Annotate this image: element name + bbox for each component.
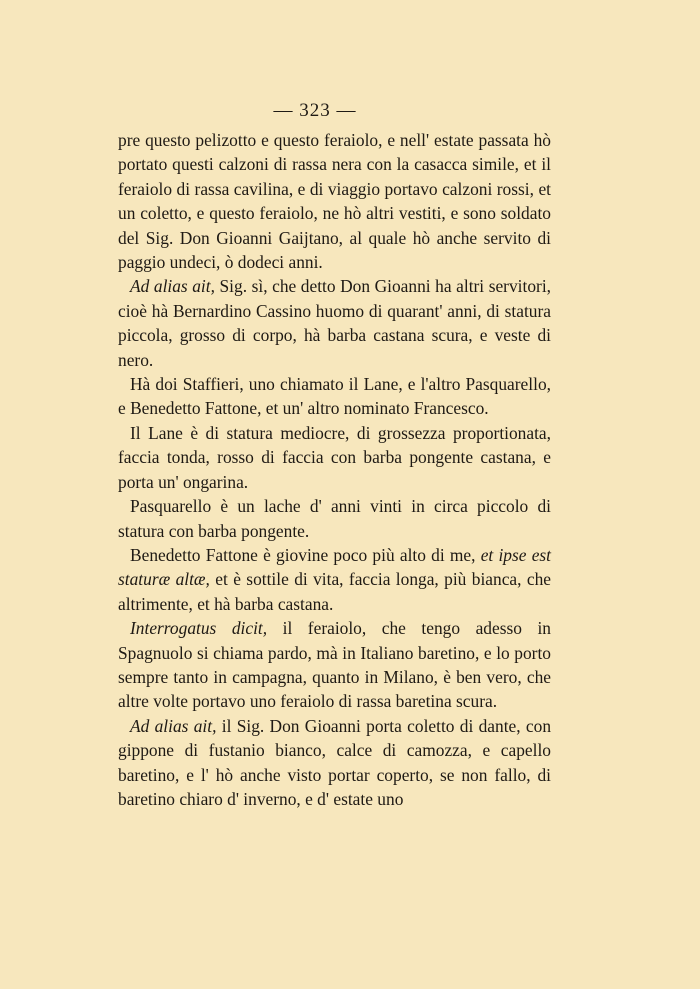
paragraph-p8: [118, 714, 551, 812]
italic-phrase: et ipse est staturæ altæ,: [118, 544, 552, 590]
text-segment: pre questo pelizotto e questo feraiolo, e nell' estate passata hò portato questi calzoni di rassa nera con la casacca simile, et il feraiolo di rassa cavilina, e di viaggio portavo calzoni rossi, et un coletto, e questo feraiolo, ne hò altri vestiti, e sono soldato del Sig. Don Gioanni Gaijtano, al quale hò anche servito di paggio undeci, ò dodeci anni.: [118, 130, 551, 273]
paragraph-p3: [118, 372, 551, 421]
text-segment: Pasquarello è un lache d' anni vinti in circa piccolo di statura con barba pongente.: [118, 496, 551, 541]
text-segment: Sig. sì, che detto Don Gioanni ha altri servitori, cioè hà Bernardino Cassino huomo di quarant' anni, di statura piccola, grosso di corpo, hà barba castana scura, e veste di nero.: [118, 276, 551, 370]
paragraph-p7: [118, 616, 551, 714]
text-segment: Hà doi Staffieri, uno chiamato il Lane, e l'altro Pasquarello, e Benedetto Fattone, et un' altro nominato Francesco.: [118, 374, 551, 419]
text-segment: il feraiolo, che tengo adesso in Spagnuolo si chiama pardo, mà in Italiano baretino, e lo porto sempre tanto in campagna, quanto in Milano, è ben vero, che altre volte portavo uno feraiolo di rassa baretina scura.: [118, 618, 551, 712]
paragraph-p4: [118, 421, 551, 494]
italic-phrase: Interrogatus dicit,: [130, 618, 268, 639]
page-number: — 323 —: [273, 100, 357, 121]
text-segment: Benedetto Fattone è giovine poco più alto di me,: [130, 544, 481, 565]
text-segment: et è sottile di vita, faccia longa, più bianca, che altrimente, et hà barba castana.: [118, 569, 552, 614]
text-segment: il Sig. Don Gioanni porta coletto di dante, con gippone di fustanio bianco, calce di camozza, e capello baretino, e l' hò anche visto portar coperto, se non fallo, di baretino chiaro d' inverno, e d' estate uno: [118, 715, 552, 809]
italic-phrase: Ad alias ait,: [130, 276, 215, 297]
paragraph-p6: [118, 543, 551, 616]
paragraph-p2: [118, 274, 551, 372]
text-segment: Il Lane è di statura mediocre, di grossezza proportionata, faccia tonda, rosso di faccia con barba pongente castana, e porta un' ongarina.: [118, 422, 551, 492]
paragraph-p5: [118, 494, 551, 543]
paragraph-p1: [118, 128, 551, 274]
text-body: [118, 128, 551, 811]
italic-phrase: Ad alias ait,: [130, 715, 217, 736]
